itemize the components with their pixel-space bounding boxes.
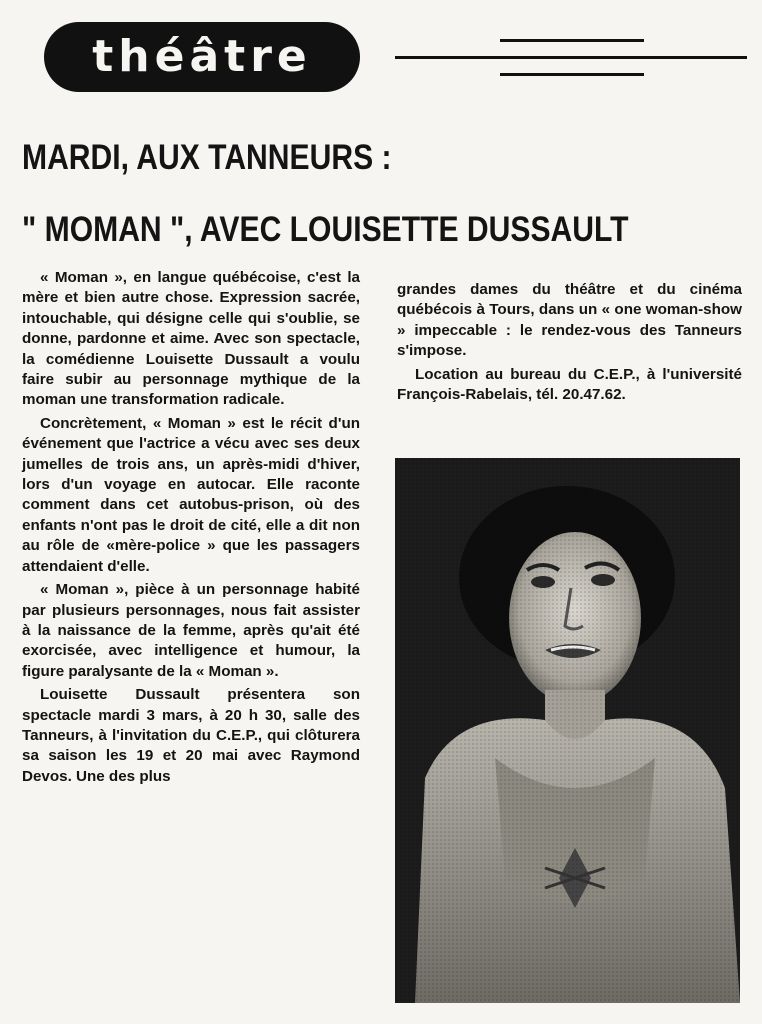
paragraph-6: Location au bureau du C.E.P., à l'université François-Rabelais, tél. 20.47.62.: [397, 365, 742, 404]
paragraph-5: grandes dames du théâtre et du cinéma québécois à Tours, dans un « one woman-show » impeccable : le rendez-vous des Tanneurs s'impose.: [397, 281, 742, 360]
article-column-left: [22, 268, 360, 787]
paragraph-1: « Moman », en langue québécoise, c'est la mère et bien autre chose. Expression sacrée, intouchable, qui désigne celle qui s'oublie, se donne, pardonne et aime. Avec son spectacle, la comédienne Louisette Dussault a voulu faire subir au personnage mythique de la moman une transformation radicale.: [22, 269, 360, 409]
paragraph-3: « Moman », pièce à un personnage habité par plusieurs personnages, nous fait assister à la naissance de la femme, après qu'ait été exorcisée, avec intelligence et humour, la figure paralysante de la « Moman ».: [22, 581, 360, 680]
rubric-label: théâtre: [92, 31, 312, 82]
portrait-illustration: [395, 458, 740, 1003]
header-rule-bottom: [500, 73, 644, 76]
header-rule-top: [500, 39, 644, 42]
paragraph-4: Louisette Dussault présentera son spectacle mardi 3 mars, à 20 h 30, salle des Tanneurs, à l'invitation du C.E.P., qui clôturera sa saison les 19 et 20 mai avec Raymond Devos. Une des plus: [22, 686, 360, 785]
article-column-right: [397, 280, 742, 405]
headline-line-2: " MOMAN ", AVEC LOUISETTE DUSSAULT: [22, 210, 629, 249]
header-rule-middle: [395, 56, 747, 59]
portrait-photo-icon: [395, 458, 740, 1003]
rubric-banner: [44, 22, 360, 92]
headline-line-1: MARDI, AUX TANNEURS :: [22, 138, 392, 177]
paragraph-2: Concrètement, « Moman » est le récit d'un événement que l'actrice a vécu avec ses deux jumelles de trois ans, un après-midi d'hiver, lors d'un voyage en autocar. Elle raconte comment dans cet autobus-prison, où des enfants n'ont pas le droit de cité, elle a dit non au rôle de «mère-police » que les passagers attendaient d'elle.: [22, 414, 360, 575]
